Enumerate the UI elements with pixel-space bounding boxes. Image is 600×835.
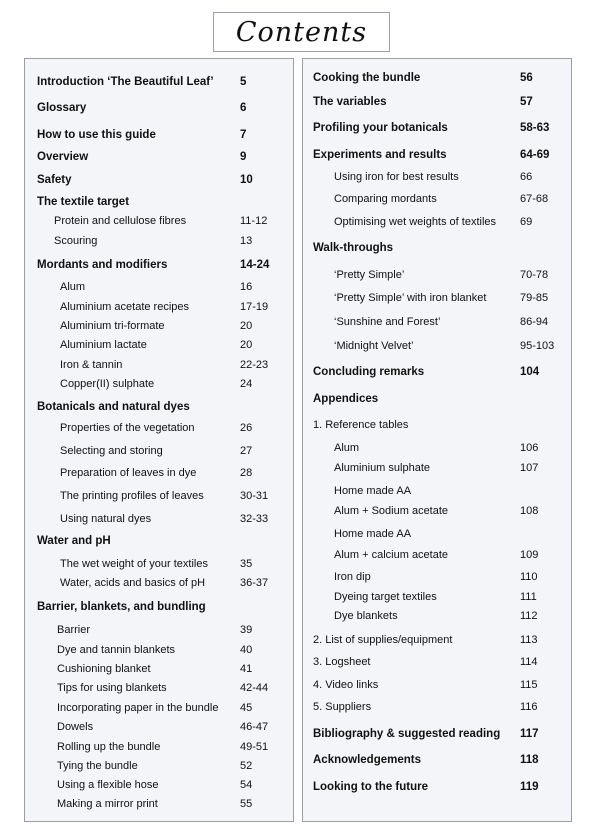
toc-page-number: 52 xyxy=(240,760,253,772)
toc-subentry-label: Preparation of leaves in dye xyxy=(60,467,197,479)
toc-subentry-label: Barrier xyxy=(57,624,91,636)
toc-heading-label: Overview xyxy=(37,151,89,163)
toc-page-number: 32-33 xyxy=(240,513,269,525)
toc-subentry-label: The printing profiles of leaves xyxy=(60,490,204,502)
toc-page-number: 17-19 xyxy=(240,301,269,313)
toc-subentry-label: Tips for using blankets xyxy=(57,682,167,694)
toc-subentry-label: Iron dip xyxy=(334,571,371,583)
toc-subentry-label: Properties of the vegetation xyxy=(60,422,195,434)
toc-subentry-label: Comparing mordants xyxy=(334,193,437,205)
toc-subentry-label: Copper(II) sulphate xyxy=(60,378,155,390)
toc-page-number: 36-37 xyxy=(240,577,269,589)
toc-page-number: 7 xyxy=(240,129,247,141)
toc-subentry-label: 2. List of supplies/equipment xyxy=(313,634,453,646)
toc-subentry-label: Aluminium lactate xyxy=(60,339,147,351)
toc-subentry-label: Tying the bundle xyxy=(57,760,138,772)
toc-subentry-label: ‘Pretty Simple’ xyxy=(334,269,405,281)
toc-page-number: 20 xyxy=(240,339,253,351)
toc-page-number: 13 xyxy=(240,235,253,247)
toc-heading-label: Cooking the bundle xyxy=(313,72,421,84)
toc-subentry-label: Using iron for best results xyxy=(334,171,459,183)
toc-heading-label: The textile target xyxy=(37,196,130,208)
toc-heading-label: How to use this guide xyxy=(37,129,156,141)
toc-page-number: 106 xyxy=(520,442,539,454)
toc-page-number: 58-63 xyxy=(520,122,550,134)
toc-subentry-label: Rolling up the bundle xyxy=(57,741,161,753)
toc-page-number: 26 xyxy=(240,422,253,434)
toc-page-number: 11-12 xyxy=(240,215,268,227)
toc-subentry-label: Cushioning blanket xyxy=(57,663,151,675)
toc-page-number: 69 xyxy=(520,216,533,228)
toc-subentry-label: Dowels xyxy=(57,721,94,733)
toc-subentry-label: Protein and cellulose fibres xyxy=(54,215,187,227)
toc-subentry-label: Dye blankets xyxy=(334,610,398,622)
toc-page-number: 104 xyxy=(520,366,540,378)
toc-page-number: 42-44 xyxy=(240,682,269,694)
toc-heading-label: Safety xyxy=(37,174,72,186)
toc-subentry-label: Iron & tannin xyxy=(60,359,123,371)
toc-subentry-label: 5. Suppliers xyxy=(313,701,372,713)
toc-subentry-label: Aluminium tri-formate xyxy=(60,320,165,332)
toc-page-number: 35 xyxy=(240,558,253,570)
toc-subentry-label: 4. Video links xyxy=(313,679,379,691)
toc-page-number: 41 xyxy=(240,663,253,675)
toc-heading-label: Mordants and modifiers xyxy=(37,259,168,271)
toc-page-number: 10 xyxy=(240,174,253,186)
toc-subentry-label: Alum xyxy=(60,281,86,293)
toc-page-number: 119 xyxy=(520,781,539,793)
toc-page-number: 6 xyxy=(240,102,247,114)
toc-page-number: 111 xyxy=(520,591,537,603)
toc-page-number: 46-47 xyxy=(240,721,269,733)
toc-heading-label: Appendices xyxy=(313,393,379,405)
toc-page-number: 109 xyxy=(520,549,539,561)
toc-subentry-label: Water, acids and basics of pH xyxy=(60,577,206,589)
toc-page-number: 27 xyxy=(240,445,253,457)
toc-page-number: 14-24 xyxy=(240,259,270,271)
toc-page-number: 20 xyxy=(240,320,253,332)
toc-heading-label: Experiments and results xyxy=(313,149,447,161)
toc-subentry-label: ‘Pretty Simple’ with iron blanket xyxy=(334,292,487,304)
toc-subentry-label: Selecting and storing xyxy=(60,445,163,457)
toc-subentry-label: Home made AA xyxy=(334,528,412,540)
toc-page-number: 108 xyxy=(520,505,539,517)
toc-subentry-label: Dyeing target textiles xyxy=(334,591,437,603)
toc-subentry-label: The wet weight of your textiles xyxy=(60,558,208,570)
toc-heading-label: Acknowledgements xyxy=(313,754,421,766)
toc-subentry-label: Dye and tannin blankets xyxy=(57,644,176,656)
toc-page-number: 30-31 xyxy=(240,490,269,502)
toc-heading-label: Barrier, blankets, and bundling xyxy=(37,601,206,613)
toc-subentry-label: Incorporating paper in the bundle xyxy=(57,702,219,714)
toc-subentry-label: Home made AA xyxy=(334,485,412,497)
toc-heading-label: Botanicals and natural dyes xyxy=(37,401,190,413)
toc-page-number: 40 xyxy=(240,644,253,656)
toc-page-number: 56 xyxy=(520,72,533,84)
toc-subentry-label: Alum xyxy=(334,442,360,454)
toc-page-number: 118 xyxy=(520,754,539,766)
toc-subentry-label: Alum + Sodium acetate xyxy=(334,505,449,517)
toc-page-number: 66 xyxy=(520,171,533,183)
toc-page-number: 39 xyxy=(240,624,253,636)
toc-page-number: 49-51 xyxy=(240,741,269,753)
toc-page-number: 64-69 xyxy=(520,149,550,161)
toc-heading-label: Profiling your botanicals xyxy=(313,122,448,134)
toc-subentry-label: Scouring xyxy=(54,235,98,247)
toc-page-number: 5 xyxy=(240,76,247,88)
toc-subentry-label: Making a mirror print xyxy=(57,798,158,810)
toc-page-number: 45 xyxy=(240,702,253,714)
toc-page-number: 67-68 xyxy=(520,193,549,205)
toc-heading-label: The variables xyxy=(313,96,387,108)
toc-page-number: 54 xyxy=(240,779,253,791)
toc-heading-label: Looking to the future xyxy=(313,781,428,793)
toc-subentry-label: 3. Logsheet xyxy=(313,656,371,668)
toc-page-number: 79-85 xyxy=(520,292,549,304)
toc-heading-label: Introduction ‘The Beautiful Leaf’ xyxy=(37,76,214,88)
toc-page-number: 116 xyxy=(520,701,538,713)
toc-page-number: 113 xyxy=(520,634,538,646)
toc-subentry-label: Using a flexible hose xyxy=(57,779,159,791)
toc-page-number: 9 xyxy=(240,151,247,163)
toc-subentry-label: Aluminium acetate recipes xyxy=(60,301,190,313)
toc-page-number: 115 xyxy=(520,679,538,691)
toc-page-number: 112 xyxy=(520,610,538,622)
toc-page-number: 117 xyxy=(520,728,539,740)
toc-page-number: 107 xyxy=(520,462,539,474)
toc-heading-label: Bibliography & suggested reading xyxy=(313,728,501,740)
toc-subentry-label: Optimising wet weights of textiles xyxy=(334,216,497,228)
toc-subentry-label: 1. Reference tables xyxy=(313,419,409,431)
toc-heading-label: Glossary xyxy=(37,102,87,114)
toc-page-number: 28 xyxy=(240,467,253,479)
toc-subentry-label: Alum + calcium acetate xyxy=(334,549,449,561)
toc-page-number: 57 xyxy=(520,96,533,108)
toc-subentry-label: Using natural dyes xyxy=(60,513,152,525)
toc-left-column xyxy=(24,58,294,822)
toc-page-number: 16 xyxy=(240,281,253,293)
toc-heading-label: Walk-throughs xyxy=(313,242,394,254)
toc-subentry-label: ‘Sunshine and Forest’ xyxy=(334,316,441,328)
toc-page-number: 95-103 xyxy=(520,340,555,352)
toc-page-number: 110 xyxy=(520,571,538,583)
toc-page-number: 114 xyxy=(520,656,538,668)
toc-page-number: 24 xyxy=(240,378,253,390)
toc-heading-label: Concluding remarks xyxy=(313,366,425,378)
toc-subentry-label: ‘Midnight Velvet’ xyxy=(334,340,414,352)
toc-page-number: 70-78 xyxy=(520,269,549,281)
toc-page-number: 22-23 xyxy=(240,359,269,371)
toc-page-number: 55 xyxy=(240,798,253,810)
toc-right-column xyxy=(302,58,572,822)
contents-title-box xyxy=(213,12,390,52)
toc-subentry-label: Aluminium sulphate xyxy=(334,462,430,474)
toc-heading-label: Water and pH xyxy=(37,535,111,547)
toc-page-number: 86-94 xyxy=(520,316,549,328)
page-title: Contents xyxy=(235,16,368,48)
